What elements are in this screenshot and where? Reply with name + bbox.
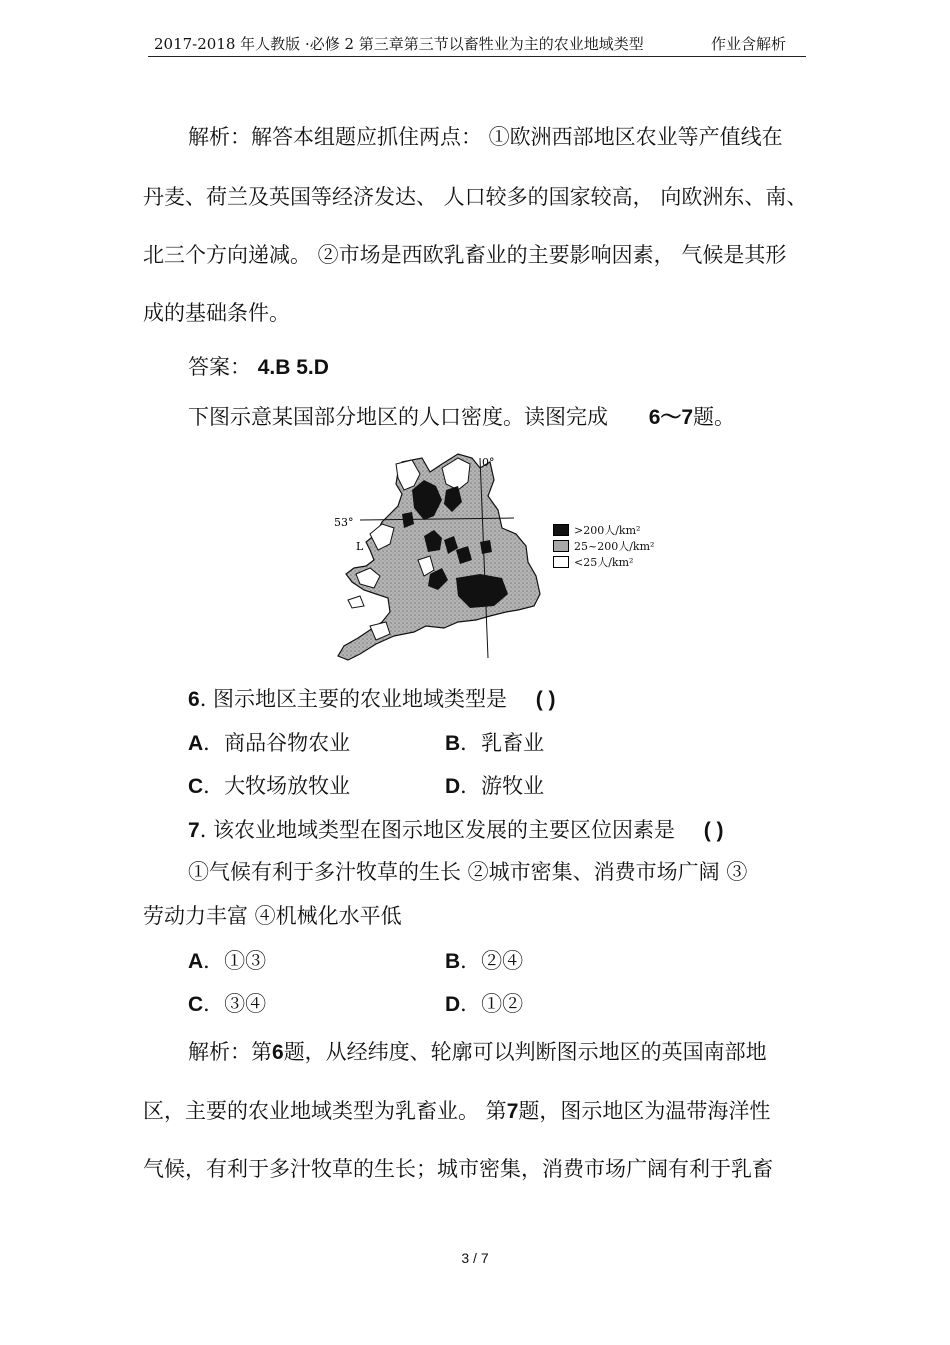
answer-value: 4.B 5.D <box>257 356 329 379</box>
legend-label: >200人/km² <box>574 524 641 537</box>
intro-suffix: 题。 <box>693 405 736 429</box>
map-dense-area <box>480 540 492 554</box>
analysis-line: 北三个方向递减。 ②市场是西欧乳畜业的主要影响因素， 气候是其形 <box>143 243 787 267</box>
q6-option-b[interactable]: B．乳畜业 <box>445 731 545 755</box>
map-sparse-area <box>348 596 364 608</box>
answer-blank: ( ) <box>703 819 724 842</box>
q7-items-line: ①气候有利于多汁牧草的生长 ②城市密集、消费市场广阔 ③ <box>188 860 748 884</box>
q6-option-d[interactable]: D．游牧业 <box>445 774 545 798</box>
question-6: 6. 图示地区主要的农业地域类型是 ( ) <box>188 687 556 711</box>
legend-label: <25人/km² <box>574 556 634 569</box>
question-7: 7. 该农业地域类型在图示地区发展的主要区位因素是 ( ) <box>188 818 724 842</box>
intro-range: 6～7 <box>648 406 694 429</box>
analysis-line: 解析：第6题，从经纬度、轮廓可以判断图示地区的英国南部地 <box>188 1040 767 1064</box>
answer-label: 答案： <box>188 355 251 379</box>
analysis-line: 气候，有利于多汁牧草的生长；城市密集，消费市场广阔有利于乳畜 <box>143 1157 773 1181</box>
analysis-line: 解析：解答本组题应抓住两点： ①欧洲西部地区农业等产值线在 <box>188 125 783 149</box>
map-landmass <box>338 454 540 660</box>
legend-label: 25~200人/km² <box>574 540 655 553</box>
page-header <box>148 34 806 57</box>
lat-label: 53° <box>334 516 354 529</box>
question-text: 图示地区主要的农业地域类型是 <box>213 687 508 711</box>
question-number: 7 <box>188 819 200 842</box>
q7-items-line: 劳动力丰富 ④机械化水平低 <box>143 904 402 928</box>
question-number: 6 <box>188 688 200 711</box>
map-intro <box>188 402 858 433</box>
map-legend <box>553 522 654 570</box>
legend-item <box>553 554 654 570</box>
q6-option-a[interactable]: A．商品谷物农业 <box>188 731 351 755</box>
legend-swatch-sparse <box>553 556 569 568</box>
analysis-line: 成的基础条件。 <box>143 301 290 325</box>
legend-swatch-dense <box>553 524 569 536</box>
analysis-line: 区，主要的农业地域类型为乳畜业。 第7题，图示地区为温带海洋性 <box>143 1099 771 1123</box>
q7-option-c[interactable]: C．③④ <box>188 992 267 1016</box>
analysis-line: 丹麦、荷兰及英国等经济发达、 人口较多的国家较高， 向欧洲东、南、 <box>143 185 808 209</box>
lon-label: 0° <box>482 456 495 469</box>
intro-text: 下图示意某国部分地区的人口密度。读图完成 <box>188 405 608 429</box>
answer-line <box>188 352 858 383</box>
q7-option-b[interactable]: B．②④ <box>445 949 524 973</box>
header-title: 2017-2018 年人教版 ·必修 2 第三章第三节以畜牲业为主的农业地域类型 <box>154 35 644 53</box>
answer-blank: ( ) <box>535 688 556 711</box>
point-label: L <box>356 540 364 553</box>
header-note: 作业含解析 <box>710 35 786 53</box>
legend-item <box>553 538 654 554</box>
q7-option-a[interactable]: A．①③ <box>188 949 267 973</box>
question-text: 该农业地域类型在图示地区发展的主要区位因素是 <box>213 818 676 842</box>
legend-item <box>553 522 654 538</box>
q7-option-d[interactable]: D．①② <box>445 992 524 1016</box>
legend-swatch-medium <box>553 540 569 552</box>
page-number: 3 / 7 <box>461 1250 489 1266</box>
q6-option-c[interactable]: C．大牧场放牧业 <box>188 774 351 798</box>
